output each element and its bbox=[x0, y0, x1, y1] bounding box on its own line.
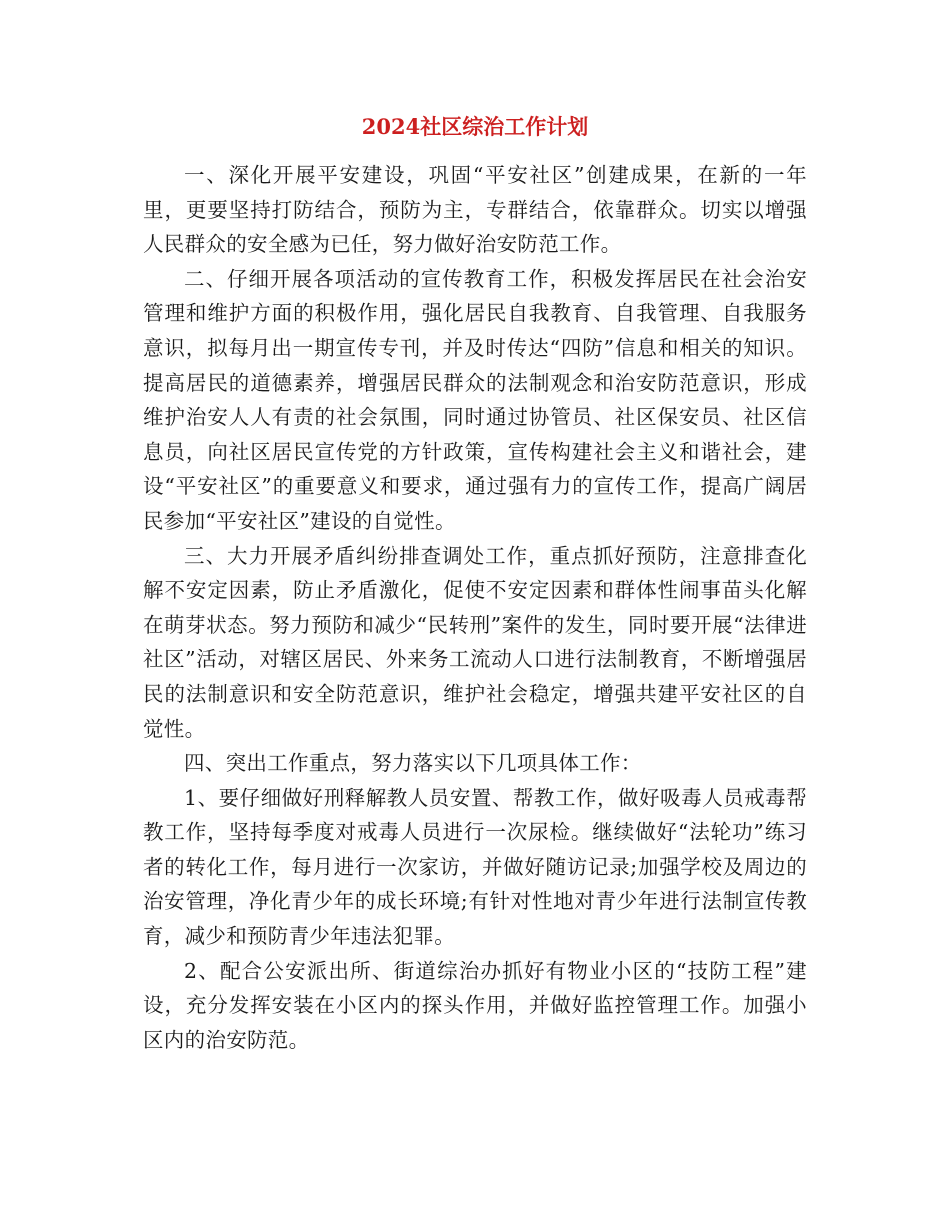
paragraph-6: 2、配合公安派出所、街道综治办抓好有物业小区的“技防工程”建设，充分发挥安装在小区内的探头作用，并做好监控管理工作。加强小区内的治安防范。 bbox=[143, 958, 807, 1052]
document-body bbox=[143, 158, 807, 1057]
document-title: 2024社区综治工作计划 bbox=[361, 114, 589, 139]
paragraph-3: 三、大力开展矛盾纠纷排查调处工作，重点抓好预防，注意排查化解不安定因素，防止矛盾激化，促使不安定因素和群体性闹事苗头化解在萌芽状态。努力预防和减少“民转刑”案件的发生，同时要开展“法律进社区”活动，对辖区居民、外来务工流动人口进行法制教育，不断增强居民的法制意识和安全防范意识，维护社会稳定，增强共建平安社区的自觉性。 bbox=[143, 543, 807, 741]
paragraph-1: 一、深化开展平安建设，巩固“平安社区”创建成果，在新的一年里，更要坚持打防结合，预防为主，专群结合，依靠群众。切实以增强人民群众的安全感为已任，努力做好治安防范工作。 bbox=[143, 163, 807, 257]
paragraph-5: 1、要仔细做好刑释解教人员安置、帮教工作，做好吸毒人员戒毒帮教工作，坚持每季度对戒毒人员进行一次尿检。继续做好“法轮功”练习者的转化工作，每月进行一次家访，并做好随访记录;加强学校及周边的治安管理，净化青少年的成长环境;有针对性地对青少年进行法制宣传教育，减少和预防青少年违法犯罪。 bbox=[143, 785, 807, 949]
paragraph-2: 二、仔细开展各项活动的宣传教育工作，积极发挥居民在社会治安管理和维护方面的积极作用，强化居民自我教育、自我管理、自我服务意识，拟每月出一期宣传专刊，并及时传达“四防”信息和相关的知识。提高居民的道德素养，增强居民群众的法制观念和治安防范意识，形成维护治安人人有责的社会氛围，同时通过协管员、社区保安员、社区信息员，向社区居民宣传党的方针政策，宣传构建社会主义和谐社会，建设“平安社区”的重要意义和要求，通过强有力的宣传工作，提高广阔居民参加“平安社区”建设的自觉性。 bbox=[143, 266, 807, 533]
paragraph-4: 四、突出工作重点，努力落实以下几项具体工作： bbox=[184, 751, 642, 776]
